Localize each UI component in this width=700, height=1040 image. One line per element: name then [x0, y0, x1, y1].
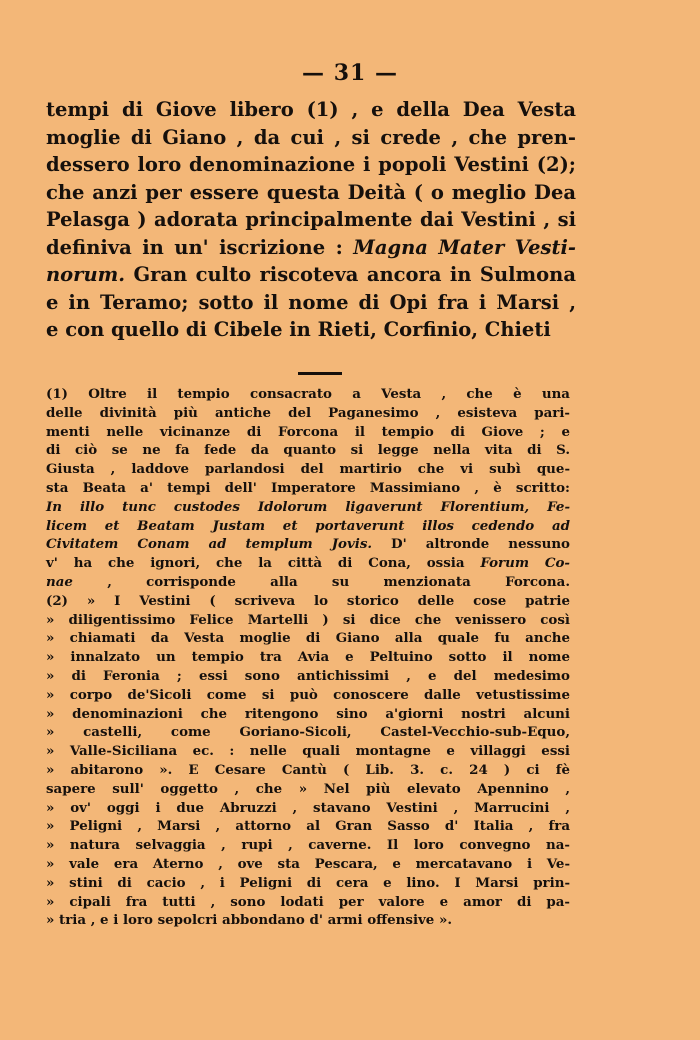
- footnote-line: [46, 705, 570, 724]
- text-segment: v' ha che ignori, che la città di Cona, ossia: [46, 555, 481, 572]
- body-text-line: [46, 261, 576, 289]
- footnote-line: [46, 611, 570, 630]
- footnote-line: [46, 479, 570, 498]
- text-segment: che anzi per essere questa Deità ( o meglio Dea: [46, 180, 576, 204]
- text-segment: di ciò se ne fa fede da quanto si legge nella vita di S.: [46, 442, 570, 459]
- footnote-line: [46, 498, 570, 517]
- text-segment: » stini di cacio , i Peligni di cera e lino. I Marsi prin-: [46, 874, 570, 891]
- footnote-line: [46, 723, 570, 742]
- footnote-line: [46, 780, 570, 799]
- footnote-separator: [298, 372, 342, 375]
- text-segment: » tria , e i loro sepolcri abbondano d' armi offensive ».: [46, 912, 453, 929]
- footnote-line: [46, 441, 570, 460]
- text-segment: tempi di Giove libero (1) , e della Dea Vesta: [46, 98, 576, 121]
- footnote-line: [46, 404, 570, 423]
- text-segment: » abitarono ». E Cesare Cantù ( Lib. 3. c. 24 ) ci fè: [46, 761, 570, 778]
- text-segment: delle divinità più antiche del Paganesimo , esisteva pari-: [46, 404, 570, 421]
- footnote-line: [46, 911, 570, 930]
- text-segment: » diligentissimo Felice Martelli ) si dice che venissero così: [46, 611, 570, 628]
- text-segment: Gran culto riscoteva ancora in Sulmona: [125, 263, 576, 286]
- italic-text: Forum Co-: [480, 555, 570, 572]
- body-text-line: [46, 124, 576, 152]
- footnote-line: [46, 761, 570, 780]
- footnote-line: [46, 817, 570, 836]
- body-text-line: [46, 179, 576, 207]
- text-segment: » corpo de'Sicoli come si può conoscere dalle vetustissime: [46, 686, 570, 703]
- footnote-line: [46, 874, 570, 893]
- text-segment: D' altronde nessuno: [372, 536, 570, 553]
- text-segment: » Valle-Siciliana ec. : nelle quali montagne e villaggi essi: [46, 743, 570, 760]
- italic-text: licem et Beatam Justam et portaverunt illos cedendo ad: [46, 517, 570, 534]
- footnote-line: [46, 893, 570, 912]
- italic-text: norum.: [46, 263, 126, 286]
- text-segment: » castelli, come Goriano-Sicoli, Castel-Vecchio-sub-Equo,: [46, 724, 570, 741]
- italic-text: nae: [46, 573, 73, 590]
- text-segment: sta Beata a' tempi dell' Imperatore Massimiano , è scritto:: [46, 479, 570, 496]
- text-segment: (2) » I Vestini ( scriveva lo storico delle cose patrie: [46, 592, 570, 609]
- text-segment: , corrisponde alla su menzionata Forcona.: [72, 573, 570, 590]
- footnote-line: [46, 686, 570, 705]
- footnote-line: [46, 855, 570, 874]
- page-number: — 31 —: [302, 60, 398, 86]
- italic-text: Civitatem Conam ad templum Jovis.: [46, 536, 373, 553]
- main-text: [46, 96, 576, 344]
- text-segment: definiva in un' iscrizione :: [46, 235, 354, 259]
- footnote-line: [46, 535, 570, 554]
- text-segment: » vale era Aterno , ove sta Pescara, e mercatavano i Ve-: [46, 855, 570, 872]
- body-text-line: [46, 234, 576, 262]
- footnote-line: [46, 742, 570, 761]
- text-segment: moglie di Giano , da cui , si crede , che pren-: [46, 125, 576, 149]
- text-segment: » chiamati da Vesta moglie di Giano alla quale fu anche: [46, 630, 570, 647]
- footnote-line: [46, 592, 570, 611]
- text-segment: dessero loro denominazione i popoli Vestini (2);: [46, 153, 576, 176]
- footnotes: [46, 385, 570, 930]
- footnote-line: [46, 648, 570, 667]
- footnote-line: [46, 799, 570, 818]
- footnote-line: [46, 423, 570, 442]
- text-segment: Giusta , laddove parlandosi del martirio che vi subì que-: [46, 461, 570, 478]
- body-text-line: [46, 316, 576, 344]
- footnote-line: [46, 385, 570, 404]
- text-segment: » innalzato un tempio tra Avia e Peltuino sotto il nome: [46, 649, 570, 666]
- text-segment: e in Teramo; sotto il nome di Opi fra i Marsi ,: [46, 290, 576, 314]
- footnote-line: [46, 573, 570, 592]
- footnote-line: [46, 517, 570, 536]
- text-segment: » denominazioni che ritengono sino a'giorni nostri alcuni: [46, 705, 570, 722]
- body-text-line: [46, 96, 576, 124]
- text-segment: e con quello di Cibele in Rieti, Corfinio, Chieti: [46, 318, 551, 341]
- footnote-line: [46, 667, 570, 686]
- text-segment: » ov' oggi i due Abruzzi , stavano Vestini , Marrucini ,: [46, 799, 570, 816]
- body-text-line: [46, 289, 576, 317]
- text-segment: menti nelle vicinanze di Forcona il tempio di Giove ; e: [46, 423, 570, 440]
- text-segment: » di Feronia ; essi sono antichissimi , e del medesimo: [46, 667, 570, 684]
- text-segment: (1) Oltre il tempio consacrato a Vesta , che è una: [46, 386, 570, 402]
- footnote-line: [46, 629, 570, 648]
- footnote-line: [46, 460, 570, 479]
- body-text-line: [46, 151, 576, 179]
- footnote-line: [46, 554, 570, 573]
- text-segment: sapere sull' oggetto , che » Nel più elevato Apennino ,: [46, 780, 570, 797]
- text-segment: » natura selvaggia , rupi , caverne. Il loro convegno na-: [46, 837, 570, 854]
- text-segment: Pelasga ) adorata principalmente dai Vestini , si: [46, 208, 576, 231]
- italic-text: In illo tunc custodes Idolorum ligaverunt Florentium, Fe-: [46, 498, 570, 515]
- footnote-line: [46, 836, 570, 855]
- body-text-line: [46, 206, 576, 234]
- italic-text: Magna Mater Vesti-: [353, 235, 576, 259]
- text-segment: » cipali fra tutti , sono lodati per valore e amor di pa-: [46, 893, 570, 910]
- text-segment: » Peligni , Marsi , attorno al Gran Sasso d' Italia , fra: [46, 818, 570, 835]
